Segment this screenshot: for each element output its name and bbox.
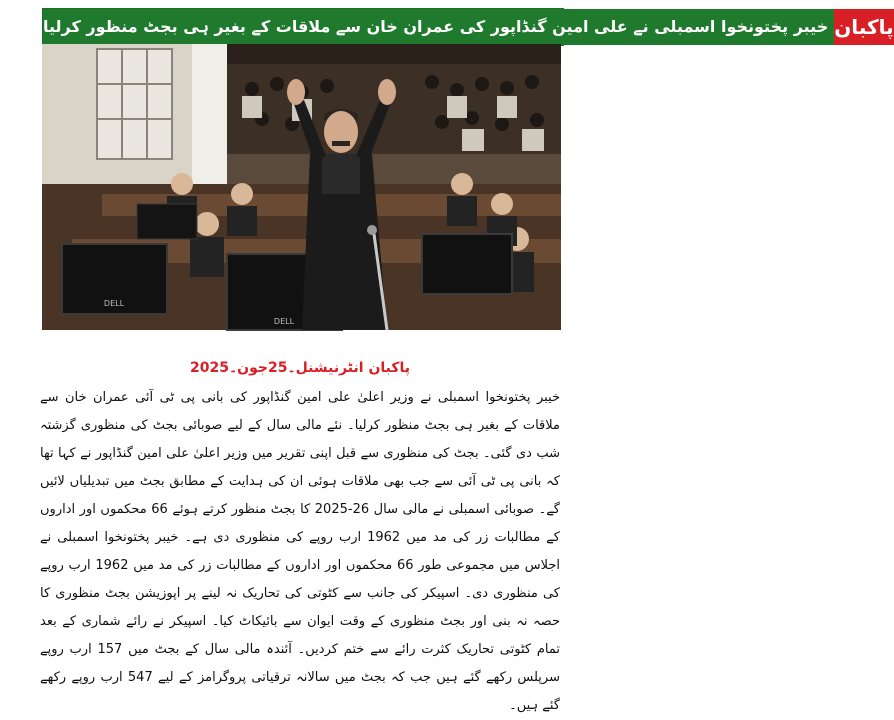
news-photo	[42, 44, 561, 330]
assembly-photo-illustration	[42, 44, 561, 330]
article-body: خیبر پختونخوا اسمبلی نے وزیر اعلیٰ علی امین گنڈاپور کی بانی پی ٹی آئی عمران خان سے ملاقات کے بغیر ہی بجٹ منظور کرلیا۔ نئے مالی سال کے لیے صوبائی بجٹ کی منظوری گزشتہ شب دی گئی۔ بجٹ کی منظوری سے قبل اپنی تقریر میں وزیر اعلیٰ علی امین گنڈاپور نے کہا تھا کہ بانی پی ٹی آئی سے جب بھی ملاقات ہوئی ان کی ہدایت کے مطابق بجٹ میں تبدیلیاں لائیں گے۔ صوبائی اسمبلی نے مالی سال 26-2025 کا بجٹ منظور کرتے ہوئے 66 محکموں اور اداروں کے مطالبات زر کی مد میں 1962 ارب روپے کی منظوری دی ہے۔ خیبر پختونخوا اسمبلی نے اجلاس میں مجموعی طور 66 محکموں اور اداروں کے مطالبات زر کی مد میں 1962 ارب روپے کی منظوری دی۔ اسپیکر کی جانب سے کٹوتی کی تحاریک نہ لینے پر اپوزیشن بجٹ منظوری کا حصہ نہ بنی اور بجٹ منظوری کے وقت ایوان سے بائیکاٹ کیا۔ اسپیکر نے رائے شماری کے بعد تمام کٹوتی تحاریک کثرت رائے سے ختم کردیں۔ آئندہ مالی سال کے بجٹ میں 157 ارب روپے سرپلس رکھے گئے ہیں جب کہ بجٹ میں سالانہ ترقیاتی پروگرامز کے لیے 547 ارب روپے رکھے گئے ہیں۔	[40, 390, 561, 713]
headline: خیبر پختونخوا اسمبلی نے علی امین گنڈاپور کی عمران خان سے ملاقات کے بغیر ہی بجٹ منظور کرلیا	[43, 9, 834, 45]
dateline: پاکبان انٹرنیشنل۔25جون۔2025	[189, 360, 411, 376]
monitor-brand-label: DELL	[103, 299, 125, 308]
brand-logo: پاکبان	[834, 9, 893, 45]
monitor-brand-label: DELL	[273, 317, 295, 326]
news-header	[42, 8, 894, 46]
